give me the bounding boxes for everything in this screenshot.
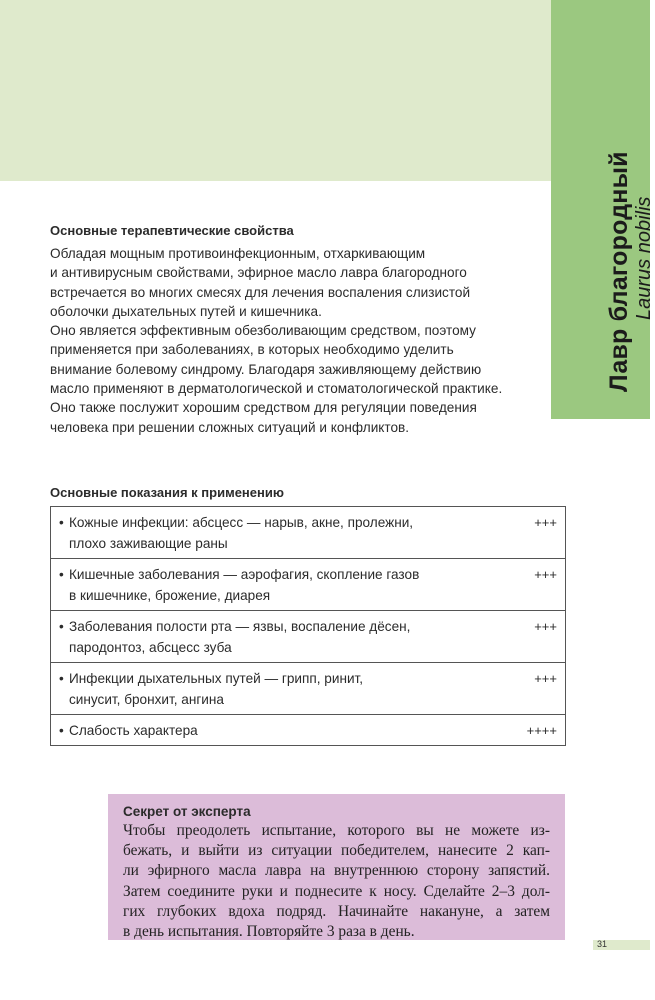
indication-rating: +++: [534, 619, 557, 634]
indication-line: плохо заживающие раны: [69, 536, 228, 551]
plant-latin-name: Laurus nobilis: [633, 196, 655, 320]
indication-label: [69, 616, 479, 658]
text-line: Чтобы преодолеть испытание, которого вы не можете из-: [123, 822, 550, 839]
indication-line: Кишечные заболевания — аэрофагия, скопление газов: [69, 567, 420, 582]
page-number: 31: [597, 939, 608, 949]
indication-label: [69, 512, 479, 554]
text-line: оболочки дыхательных путей и кишечника.: [50, 303, 322, 319]
text-line: встречается во многих смесях для лечения воспаления слизистой: [50, 284, 471, 300]
indication-rating: +++: [534, 567, 557, 582]
plant-title-block: [551, 0, 655, 419]
table-row: [51, 507, 565, 559]
plant-name: Лавр благородный: [605, 151, 633, 392]
text-line: применяется при заболеваниях, в которых необходимо уделить: [50, 342, 454, 358]
properties-heading: Основные терапевтические свойства: [50, 223, 294, 238]
indication-line: Заболевания полости рта — язвы, воспаление дёсен,: [69, 619, 411, 634]
text-line: Оно также послужит хорошим средством для регуляции поведения: [50, 400, 477, 416]
indications-table: [50, 506, 566, 746]
indication-rating: +++: [534, 515, 557, 530]
bullet-icon: •: [59, 619, 64, 634]
indication-label: [69, 564, 479, 606]
expert-tip-text: [123, 821, 550, 942]
text-line: человека при решении сложных ситуаций и конфликтов.: [50, 419, 410, 435]
text-line: Оно является эффективным обезболивающим средством, поэтому: [50, 323, 476, 339]
indication-label: [69, 720, 479, 741]
indication-rating: ++++: [526, 723, 557, 738]
text-line: ли эфирного масла лавра на внутреннюю сторону запястий.: [123, 862, 550, 880]
header-band: [0, 0, 551, 181]
indication-rating: +++: [534, 671, 557, 686]
indication-line: синусит, бронхит, ангина: [69, 692, 224, 707]
table-row: [51, 559, 565, 611]
properties-text: [50, 244, 550, 437]
table-row: [51, 715, 565, 745]
text-line: Затем соедините руки и поднесите к носу. Сделайте 2–3 дол-: [123, 882, 550, 900]
text-line: бежать, и выйти из ситуации победителем, нанесите 2 кап-: [123, 842, 550, 860]
bullet-icon: •: [59, 723, 64, 738]
table-row: [51, 663, 565, 715]
indication-line: в кишечнике, брожение, диарея: [69, 588, 271, 603]
plant-title: [606, 151, 655, 392]
bullet-icon: •: [59, 515, 64, 530]
table-row: [51, 611, 565, 663]
text-line: гих глубоких вдоха подряд. Начинайте накануне, а затем: [123, 902, 550, 920]
bullet-icon: •: [59, 567, 64, 582]
text-line: внимание болевому синдрому. Благодаря заживляющему действию: [50, 361, 482, 377]
expert-tip-box: [108, 794, 565, 940]
text-line: Обладая мощным противоинфекционным, отхаркивающим: [50, 246, 426, 261]
bullet-icon: •: [59, 671, 64, 686]
expert-tip-title: Секрет от эксперта: [123, 804, 251, 819]
indication-line: пародонтоз, абсцесс зуба: [69, 640, 232, 655]
indication-line: Кожные инфекции: абсцесс — нарыв, акне, пролежни,: [69, 515, 414, 530]
indication-line: Слабость характера: [69, 723, 198, 738]
text-line: и антивирусным свойствами, эфирное масло лавра благородного: [50, 265, 467, 281]
text-line: в день испытания. Повторяйте 3 раза в день.: [123, 923, 415, 941]
indication-line: Инфекции дыхательных путей — грипп, ринит,: [69, 671, 364, 686]
indications-heading: Основные показания к применению: [50, 485, 284, 500]
indication-label: [69, 668, 479, 710]
text-line: масло применяют в дерматологической и стоматологической практике.: [50, 381, 503, 397]
